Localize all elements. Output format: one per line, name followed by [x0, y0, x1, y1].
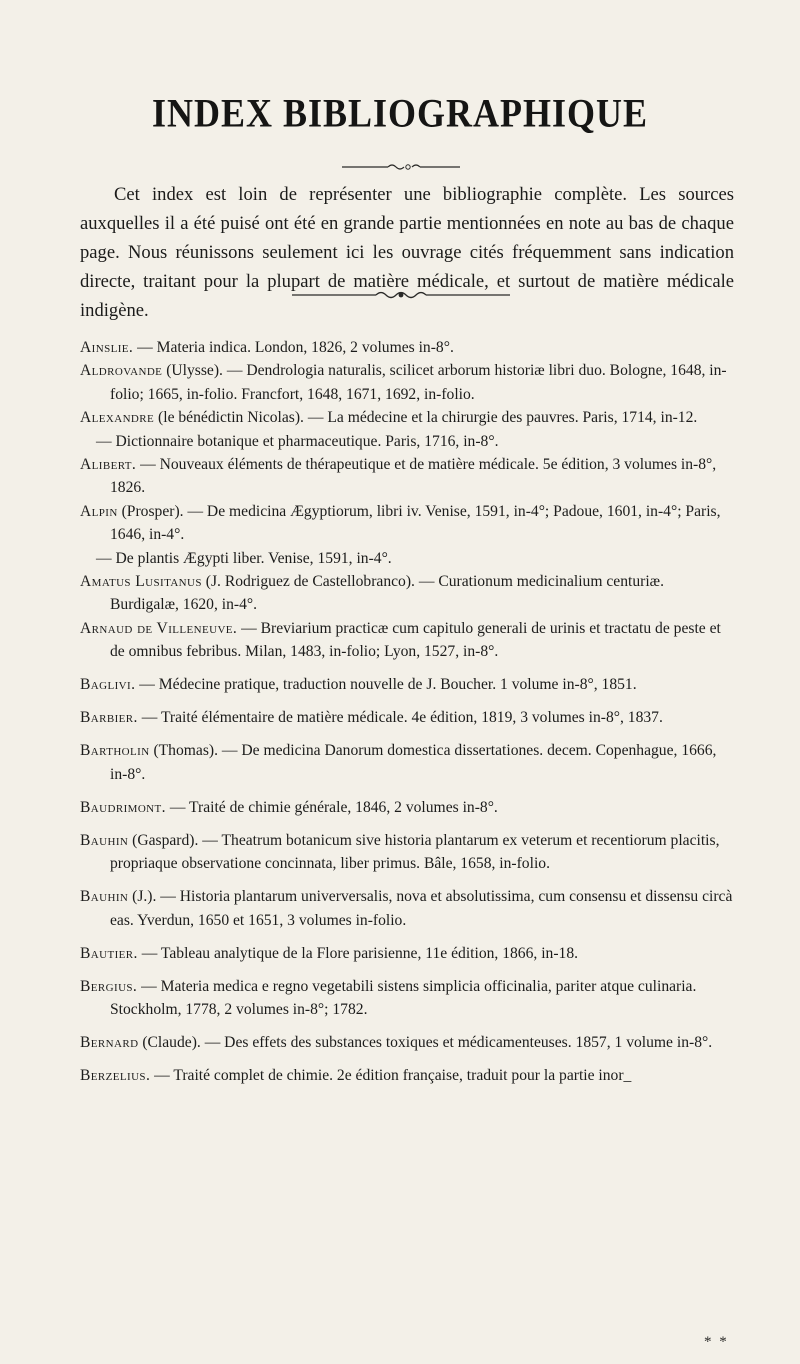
- entry-text: — Traité élémentaire de matière médicale. 4e édition, 1819, 3 volumes in-8°, 1837.: [137, 709, 663, 727]
- list-item: [80, 547, 734, 570]
- entry-author: Ainslie.: [80, 339, 134, 356]
- entry-text: — Breviarium practicæ cum capitulo generali de urinis et tractatu de peste et de omnibus febribus. Milan, 1483, in-folio; Lyon, 1527, in-8°.: [110, 619, 721, 661]
- entry-text: — Materia indica. London, 1826, 2 volumes in-8°.: [133, 339, 454, 356]
- entry-author: Bautier.: [80, 944, 138, 962]
- list-item: [80, 500, 734, 547]
- list-item: [80, 673, 734, 696]
- entry-text: — Médecine pratique, traduction nouvelle de J. Boucher. 1 volume in-8°, 1851.: [135, 676, 637, 694]
- list-item: [80, 739, 734, 786]
- entry-author: Berzelius.: [80, 1066, 151, 1084]
- list-item: [80, 885, 734, 932]
- list-item: [80, 453, 734, 500]
- signature-mark: * *: [704, 1334, 729, 1350]
- entry-author: Bartholin: [80, 742, 150, 760]
- page-title: INDEX BIBLIOGRAPHIQUE: [151, 90, 649, 136]
- entry-text: — Traité de chimie générale, 1846, 2 volumes in-8°.: [165, 798, 498, 816]
- list-item: [80, 1031, 734, 1054]
- entry-text: — Traité complet de chimie. 2e édition française, traduit pour la partie inor_: [150, 1066, 632, 1084]
- entry-text: (Gaspard). — Theatrum botanicum sive historia plantarum ex veterum et recentiorum placitis, propriaque observatione concinnata, liber primus. Bâle, 1658, in-folio.: [110, 831, 720, 873]
- title-ornament-rule: [342, 160, 460, 174]
- entry-text: — Nouveaux éléments de thérapeutique et de matière médicale. 5e édition, 3 volumes in-8°, 1826.: [110, 456, 717, 497]
- entry-text: (J.). — Historia plantarum univerversalis, nova et absolutissima, cum consensu et dissensu circà eas. Yverdun, 1650 et 1651, 3 volumes in-folio.: [110, 888, 733, 929]
- list-item: [80, 1064, 734, 1087]
- entry-author: Arnaud de Villeneuve.: [80, 619, 238, 637]
- entry-author: Amatus Lusitanus: [80, 573, 202, 591]
- list-item: [80, 430, 734, 453]
- bibliography-list: [80, 336, 734, 1087]
- entry-text: (J. Rodriguez de Castellobranco). — Curationum medicinalium centuriæ. Burdigalæ, 1620, in-4°.: [110, 573, 664, 614]
- entry-text: (Claude). — Des effets des substances toxiques et médicamenteuses. 1857, 1 volume in-8°.: [138, 1033, 713, 1051]
- entry-author: Bauhin: [80, 888, 129, 906]
- entry-text: — De plantis Ægypti liber. Venise, 1591, in-4°.: [96, 549, 392, 567]
- list-item: [80, 975, 734, 1022]
- entry-author: Alibert.: [80, 456, 137, 474]
- entry-author: Aldrovande: [80, 362, 163, 380]
- entry-author: Bernard: [80, 1033, 139, 1051]
- entry-text: (Prosper). — De medicina Ægyptiorum, libri iv. Venise, 1591, in-4°; Padoue, 1601, in-4°; Paris, 1646, in-4°.: [110, 502, 721, 544]
- list-item: [80, 570, 734, 617]
- entry-author: Bauhin: [80, 831, 129, 849]
- section-ornament-rule: [292, 288, 510, 302]
- entry-author: Bergius.: [80, 977, 138, 995]
- entry-author: Baudrimont.: [80, 798, 166, 816]
- entry-text: (Ulysse). — Dendrologia naturalis, scilicet arborum historiæ libri duo. Bologne, 1648, in-folio; 1665, in-folio. Francfort, 1648, 1671, 1692, in-folio.: [110, 362, 727, 403]
- list-item: [80, 942, 734, 965]
- entry-author: Alexandre: [80, 409, 155, 427]
- intro-paragraph: Cet index est loin de représenter une bibliographie complète. Les sources auxquelles il a été puisé ont été en grande partie mentionnées en note au bas de chaque page. Nous réunissons seulement ici les ouvrage cités fréquemment sans indication directe, traitant pour la plupart de matière médicale, et surtout de matière médicale indigène.: [80, 184, 734, 321]
- list-item: [80, 796, 734, 819]
- entry-author: Barbier.: [80, 709, 138, 727]
- list-item: [80, 336, 734, 359]
- entry-author: Alpin: [80, 502, 118, 520]
- list-item: [80, 706, 734, 729]
- entry-text: — Tableau analytique de la Flore parisienne, 11e édition, 1866, in-18.: [137, 944, 579, 962]
- entry-text: (Thomas). — De medicina Danorum domestica dissertationes. decem. Copenhague, 1666, in-8°.: [110, 742, 717, 783]
- list-item: [80, 617, 734, 664]
- entry-text: (le bénédictin Nicolas). — La médecine et la chirurgie des pauvres. Paris, 1714, in-12.: [154, 409, 698, 427]
- entry-author: Baglivi.: [80, 676, 136, 694]
- list-item: [80, 359, 734, 406]
- entry-text: — Dictionnaire botanique et pharmaceutique. Paris, 1716, in-8°.: [96, 432, 499, 450]
- list-item: [80, 829, 734, 876]
- entry-text: — Materia medica e regno vegetabili sistens simplicia officinalia, pariter atque culinaria. Stockholm, 1778, 2 volumes in-8°; 1782.: [110, 977, 697, 1018]
- list-item: [80, 406, 734, 429]
